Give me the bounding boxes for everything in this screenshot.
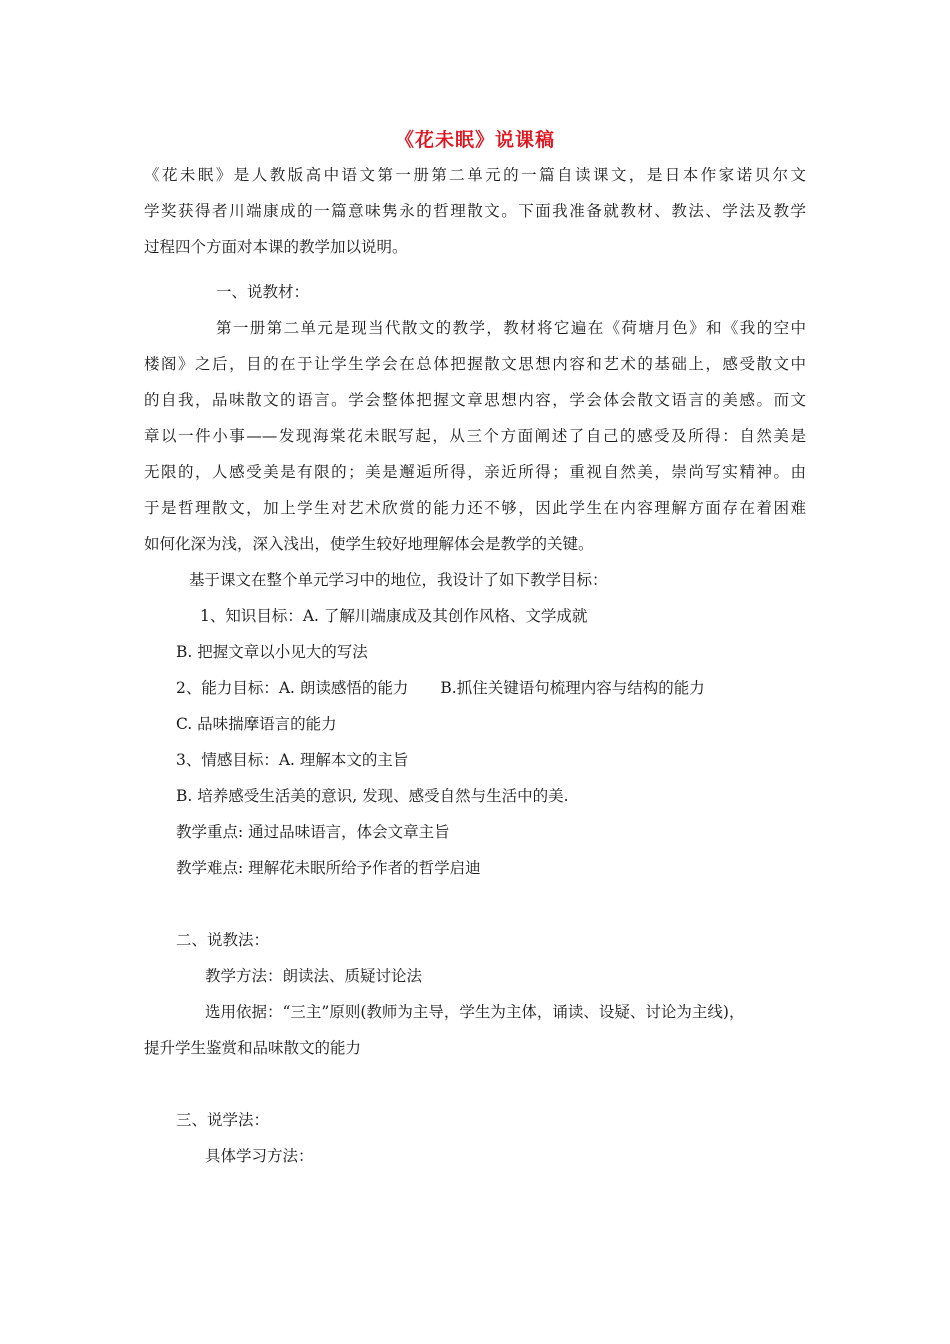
goal3-b: B. 培养感受生活美的意识, 发现、感受自然与生活中的美. (176, 787, 569, 805)
goal2-a: 2、能力目标：A. 朗读感悟的能力 (176, 679, 409, 697)
intro-line-3: 过程四个方面对本课的教学加以说明。 (144, 238, 408, 256)
key-point: 教学重点: 通过品味语言，体会文章主旨 (176, 823, 450, 841)
intro-line-2: 学奖获得者川端康成的一篇意味隽永的哲理散文。下面我准备就教材、教法、学法及教学 (144, 202, 806, 220)
intro-line-1: 《花未眠》是人教版高中语文第一册第二单元的一篇自读课文，是日本作家诺贝尔文 (144, 166, 806, 184)
goal2-b: B.抓住关键语句梳理内容与结构的能力 (440, 679, 705, 697)
goal2-c: C. 品味揣摩语言的能力 (176, 715, 337, 733)
goal2-ability (176, 678, 705, 698)
goals-intro: 基于课文在整个单元学习中的地位，我设计了如下教学目标： (189, 571, 608, 589)
teaching-method: 教学方法：朗读法、质疑讨论法 (205, 967, 423, 985)
difficult-point: 教学难点: 理解花未眠所给予作者的哲学启迪 (176, 859, 481, 877)
section1-para-line-2: 楼阁》之后，目的在于让学生学会在总体把握散文思想内容和艺术的基础上，感受散文中 (144, 355, 806, 373)
section1-para-line-5: 无限的，人感受美是有限的；美是邂逅所得，亲近所得；重视自然美，崇尚写实精神。由 (144, 463, 806, 481)
goal3-emotion: 3、情感目标：A. 理解本文的主旨 (176, 751, 409, 769)
document-title: 《花未眠》说课稿 (394, 129, 555, 151)
section1-para-line-4: 章以一件小事——发现海棠花未眠写起，从三个方面阐述了自己的感受及所得：自然美是 (144, 427, 806, 445)
basis-line-1: 选用依据：“三主”原则(教师为主导，学生为主体，诵读、设疑、讨论为主线)， (205, 1003, 745, 1021)
section1-para-line-7: 如何化深为浅，深入浅出，使学生较好地理解体会是教学的关键。 (144, 535, 594, 553)
section3-heading: 三、说学法： (176, 1111, 270, 1129)
section1-para-line-3: 的自我，品味散文的语言。学会整体把握文章思想内容，学会体会散文语言的美感。而文 (144, 391, 806, 409)
goal1-knowledge: 1、知识目标：A. 了解川端康成及其创作风格、文学成就 (200, 607, 588, 625)
learning-methods: 具体学习方法： (205, 1147, 314, 1165)
section1-para-line-1: 第一册第二单元是现当代散文的教学，教材将它遍在《荷塘月色》和《我的空中 (216, 319, 806, 337)
section2-heading: 二、说教法： (176, 931, 270, 949)
basis-line-2: 提升学生鉴赏和品味散文的能力 (144, 1039, 362, 1057)
goal1-b: B. 把握文章以小见大的写法 (176, 643, 368, 661)
section1-heading: 一、说教材： (216, 283, 310, 301)
section1-para-line-6: 于是哲理散文，加上学生对艺术欣赏的能力还不够，因此学生在内容理解方面存在着困难 (144, 499, 806, 517)
